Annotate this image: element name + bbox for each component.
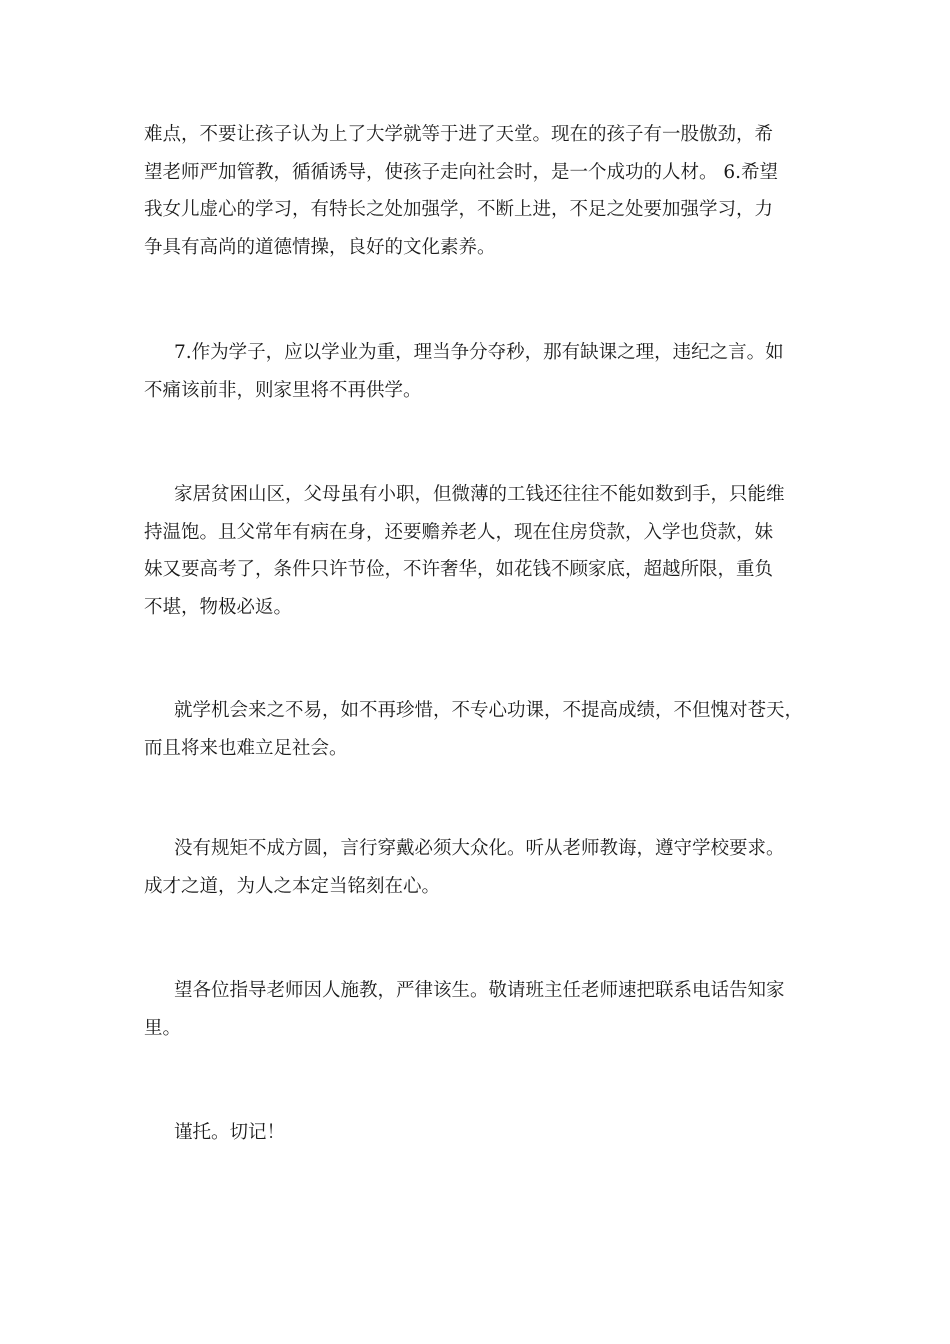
paragraph-rules <box>144 830 816 905</box>
text-line: 持温饱。且父常年有病在身，还要赡养老人，现在住房贷款，入学也贷款，妹 <box>144 521 774 543</box>
text-line: 而且将来也难立足社会。 <box>144 737 348 759</box>
paragraph-opportunity <box>144 692 816 767</box>
text-line: 难点，不要让孩子认为上了大学就等于进了天堂。现在的孩子有一股傲劲，希 <box>144 124 774 145</box>
text-line: 望老师严加管教，循循诱导，使孩子走向社会时，是一个成功的人材。 6.希望 <box>144 161 779 183</box>
text-line: 我女儿虚心的学习，有特长之处加强学，不断上进，不足之处要加强学习，力 <box>144 199 774 220</box>
text-line: 没有规矩不成方圆，言行穿戴必须大众化。听从老师教诲，遵守学校要求。 <box>174 838 785 859</box>
text-line: 家居贫困山区，父母虽有小职，但微薄的工钱还往往不能如数到手，只能维 <box>174 484 785 505</box>
paragraph-request <box>144 972 816 1047</box>
text-line: 就学机会来之不易，如不再珍惜，不专心功课，不提高成绩，不但愧对苍天， <box>174 700 804 721</box>
paragraph-family-situation <box>144 476 816 626</box>
text-line: 争具有高尚的道德情操，良好的文化素养。 <box>144 236 496 258</box>
text-line: 谨托。切记！ <box>174 1122 286 1143</box>
paragraph-continuation <box>144 116 816 266</box>
text-line: 7.作为学子，应以学业为重，理当争分夺秒，那有缺课之理，违纪之言。如 <box>174 342 784 363</box>
text-line: 望各位指导老师因人施教，严律该生。敬请班主任老师速把联系电话告知家 <box>174 980 785 1001</box>
text-line: 成才之道，为人之本定当铭刻在心。 <box>144 875 441 897</box>
text-line: 里。 <box>144 1017 182 1039</box>
text-line: 不痛该前非，则家里将不再供学。 <box>144 379 422 401</box>
paragraph-closing <box>144 1114 816 1152</box>
paragraph-item-7 <box>144 334 816 409</box>
text-line: 妹又要高考了，条件只许节俭，不许奢华，如花钱不顾家底，超越所限，重负 <box>144 559 774 580</box>
text-line: 不堪，物极必返。 <box>144 596 293 618</box>
